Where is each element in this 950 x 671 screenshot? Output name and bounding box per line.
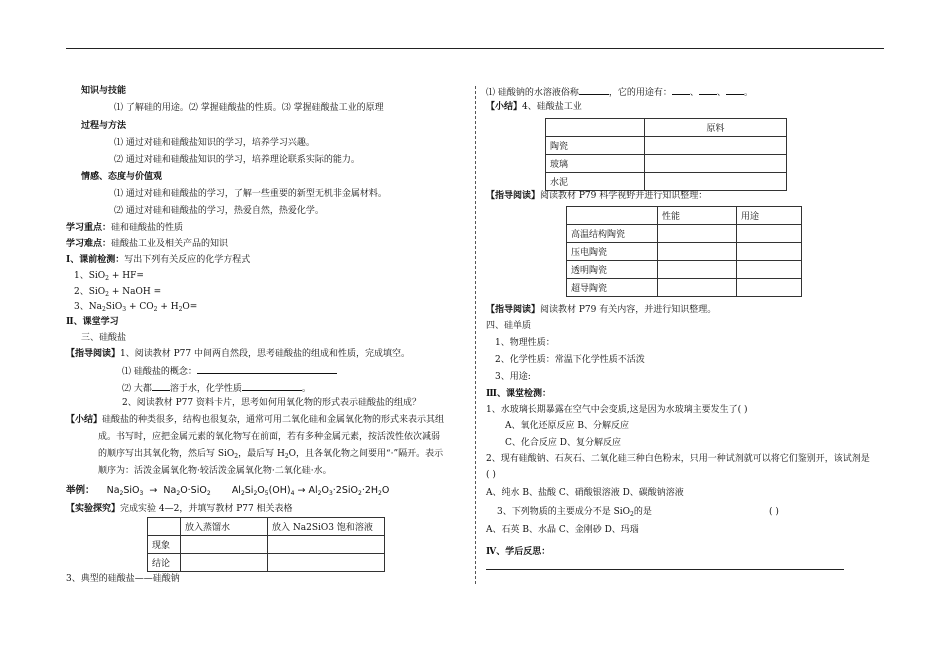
question-part: 的是 (633, 507, 652, 517)
silicon-heading: 四、硅单质 (486, 321, 532, 331)
silicon-uses: 3、用途: (495, 372, 531, 382)
silicon-chemical: 2、化学性质：常温下化学性质不活泼 (495, 355, 645, 365)
table-row (567, 207, 802, 225)
reflection-line[interactable] (486, 569, 844, 570)
table-row (546, 119, 787, 137)
example-label: 举例： (66, 485, 95, 496)
experiment-table (147, 517, 385, 572)
formula: ·2SiO (332, 485, 358, 496)
table-row-label: 超导陶瓷 (567, 279, 658, 297)
summary-part: ，最后写 H (238, 449, 285, 459)
summary-part: 的顺序写出其氧化物，然后写 SiO (98, 449, 235, 459)
table-row (567, 225, 802, 243)
table-row-label: 现象 (148, 536, 181, 554)
subscript: 2 (178, 306, 183, 313)
knowledge-heading: 知识与技能 (81, 86, 127, 96)
typical-silicate: 3、典型的硅酸盐——硅酸钠 (66, 574, 180, 584)
question-2-paren: ( ) (486, 470, 496, 480)
mostly-part: 溶于水，化学性质 (169, 384, 242, 394)
equation-3 (74, 301, 197, 314)
experiment-text: 完成实验 4—2，并填写教材 P77 相关表格 (120, 504, 293, 514)
arrow-icon: → (297, 485, 306, 496)
formula: O·SiO (180, 485, 207, 496)
table-row (567, 279, 802, 297)
guide-text: 阅读教材 P79 有关内容，并进行知识整理。 (540, 305, 717, 315)
example-line (66, 485, 389, 498)
property-blank[interactable] (242, 381, 302, 391)
section2-sub: 三、硅酸盐 (81, 333, 127, 343)
table-header: 性能 (658, 207, 737, 225)
table-row (148, 554, 385, 572)
table-cell[interactable] (645, 173, 787, 191)
subscript: 2 (284, 453, 289, 460)
subscript: 3 (122, 306, 127, 313)
table-cell[interactable] (658, 261, 737, 279)
eq3-part: + CO (128, 302, 154, 312)
mostly-line (122, 381, 311, 395)
eq3-part: O= (182, 302, 198, 312)
table-row-label: 透明陶瓷 (567, 261, 658, 279)
table-cell[interactable] (268, 554, 385, 572)
table-row (546, 173, 787, 191)
section2-heading: Ⅱ、课堂学习 (66, 317, 119, 327)
summary-industry (486, 101, 582, 113)
table-row-label: 玻璃 (546, 155, 645, 173)
eq3-part: SiO (105, 302, 123, 312)
table-cell (546, 119, 645, 137)
difficulty (66, 238, 228, 250)
summary-label: 【小结】 (486, 102, 523, 112)
subscript: 2 (105, 275, 109, 282)
mostly-part: ⑵ 大都 (122, 384, 152, 394)
eq2-part: 2、SiO (74, 287, 106, 297)
process-line-2: ⑵ 通过对硅和硅酸盐知识的学习，培养理论联系实际的能力。 (114, 155, 360, 165)
table-row-label: 结论 (148, 554, 181, 572)
table-row (567, 243, 802, 261)
formula: (OH) (268, 485, 291, 496)
pretest-label: Ⅰ、课前检测： (66, 255, 125, 265)
subscript: 2 (378, 490, 382, 497)
emotion-heading: 情感、态度与价值观 (81, 172, 163, 182)
eq2-part: + NaOH = (111, 287, 162, 297)
subscript: 3 (139, 490, 144, 497)
guide-reading-1 (66, 348, 410, 360)
common-name-blank[interactable] (579, 85, 609, 95)
table-cell[interactable] (645, 137, 787, 155)
eq3-part: + H (160, 302, 179, 312)
table-cell[interactable] (658, 279, 737, 297)
difficulty-text: 硅酸盐工业及相关产品的知识 (111, 239, 229, 249)
eq1-part: + HF= (111, 271, 144, 281)
subscript: 2 (105, 291, 109, 298)
formula: Al (308, 485, 318, 496)
guide-text: 1、阅读教材 P77 中间两自然段，思考硅酸盐的组成和性质，完成填空。 (120, 349, 410, 359)
table-row (148, 518, 385, 536)
section3-heading: Ⅲ、课堂检测： (486, 389, 551, 399)
table-cell[interactable] (658, 243, 737, 261)
table-cell (567, 207, 658, 225)
eq3-part: 3、Na (74, 302, 102, 312)
guide-label: 【指导阅读】 (66, 349, 121, 359)
formula: Al (231, 485, 241, 496)
solubility-blank[interactable] (152, 381, 170, 391)
subscript: 3 (328, 490, 333, 497)
table-cell (148, 518, 181, 536)
table-cell[interactable] (737, 261, 802, 279)
read-2: 2、阅读教材 P77 资料卡片，思考如何用氧化物的形式表示硅酸盐的组成？ (122, 398, 421, 408)
table-row-label: 水泥 (546, 173, 645, 191)
subscript: 2 (317, 490, 322, 497)
eq1-part: 1、SiO (74, 271, 106, 281)
summary-part: O，且各氧化物之间要用“·”隔开。表示 (288, 449, 444, 459)
table-cell[interactable] (737, 225, 802, 243)
question-part: 3、下列物质的主要成分不是 SiO (497, 507, 631, 517)
question-3-paren: ( ) (769, 507, 779, 517)
formula: Na (163, 485, 177, 496)
silicon-physical: 1、物理性质： (495, 338, 555, 348)
use-blank-2[interactable] (699, 85, 717, 95)
column-divider (475, 86, 476, 584)
question-3 (497, 506, 652, 519)
summary-3 (98, 448, 443, 461)
formula: O (321, 485, 329, 496)
formula: O (257, 485, 265, 496)
subscript: 2 (119, 490, 124, 497)
concept-blank[interactable] (197, 364, 337, 374)
question-1-options-cd: C、化合反应 D、复分解反应 (505, 438, 621, 448)
header-rule (66, 48, 884, 49)
summary-label: 【小结】 (66, 415, 103, 425)
summary-2: 成。书写时，应把金属元素的氧化物写在前面，若有多种金属元素，按活泼性依次减弱 (98, 432, 441, 442)
knowledge-line: ⑴ 了解硅的用途。⑵ 掌握硅酸盐的性质。⑶ 掌握硅酸盐工业的原理 (114, 103, 384, 113)
use-blank-3[interactable] (726, 85, 744, 95)
process-heading: 过程与方法 (81, 121, 127, 131)
subscript: 5 (264, 490, 269, 497)
subscript: 2 (153, 306, 158, 313)
question-3-options: A、石英 B、水晶 C、金刚砂 D、玛瑙 (486, 525, 639, 535)
mostly-part: 。 (301, 384, 311, 394)
subscript: 2 (358, 490, 362, 497)
table-cell[interactable] (181, 554, 268, 572)
equation-2 (74, 286, 161, 299)
table-header: 放入 Na2SiO3 饱和溶液 (268, 518, 385, 536)
ceramic-table (566, 206, 802, 297)
sodium-silicate-line (486, 85, 753, 99)
key-points (66, 222, 183, 234)
formula: Si (244, 485, 254, 496)
separator: 、 (716, 88, 726, 98)
guide-reading-3 (486, 304, 716, 316)
guide-label: 【指导阅读】 (486, 191, 541, 201)
arrow-icon: → (149, 485, 158, 496)
separator: 、 (689, 88, 699, 98)
subscript: 2 (630, 511, 634, 518)
experiment-line (66, 503, 293, 515)
experiment-label: 【实验探究】 (66, 504, 121, 514)
subscript: 2 (253, 490, 258, 497)
table-row (546, 137, 787, 155)
table-row-label: 高温结构陶瓷 (567, 225, 658, 243)
formula: O (381, 485, 390, 496)
table-header: 放入蒸馏水 (181, 518, 268, 536)
question-1: 1、水玻璃长期暴露在空气中会变质,这是因为水玻璃主要发生了( ) (486, 405, 748, 415)
line-part: ⑴ 硅酸钠的水溶液俗称 (486, 88, 579, 98)
emotion-line-2: ⑵ 通过对硅和硅酸盐的学习，热爱自然，热爱化学。 (114, 206, 324, 216)
subscript: 4 (290, 490, 295, 497)
table-cell[interactable] (181, 536, 268, 554)
formula: Na (106, 485, 120, 496)
concept-label: ⑴ 硅酸盐的概念： (122, 367, 197, 377)
equation-1 (74, 270, 144, 283)
line-part: ，它的用途有： (608, 88, 672, 98)
table-row (546, 155, 787, 173)
guide-reading-2 (486, 190, 707, 202)
emotion-line-1: ⑴ 通过对硅和硅酸盐的学习，了解一些重要的新型无机非金属材料。 (114, 189, 387, 199)
difficulty-label: 学习难点： (66, 239, 112, 249)
industry-table (545, 118, 787, 191)
formula: SiO (123, 485, 140, 496)
table-row-label: 陶瓷 (546, 137, 645, 155)
line-part: 。 (743, 88, 753, 98)
table-cell[interactable] (658, 225, 737, 243)
question-1-options-ab: A、氧化还原反应 B、分解反应 (505, 421, 629, 431)
subscript: 2 (234, 453, 239, 460)
table-cell[interactable] (645, 155, 787, 173)
table-row (567, 261, 802, 279)
table-row (148, 536, 385, 554)
table-cell[interactable] (737, 243, 802, 261)
question-2: 2、现有硅酸钠、石灰石、二氧化硅三种白色粉末，只用一种试剂就可以将它们鉴别开，该试剂是 (486, 454, 870, 464)
table-cell[interactable] (737, 279, 802, 297)
table-row-label: 压电陶瓷 (567, 243, 658, 261)
concept-line (122, 364, 337, 378)
summary-text: 4、硅酸盐工业 (522, 102, 582, 112)
key-text: 硅和硅酸盐的性质 (111, 223, 184, 233)
summary-text: 硅酸盐的种类很多，结构也很复杂，通常可用二氧化硅和金属氧化物的形式来表示其组 (102, 415, 445, 425)
guide-label: 【指导阅读】 (486, 305, 541, 315)
key-label: 学习重点： (66, 223, 112, 233)
subscript: 2 (240, 490, 245, 497)
table-header: 用途 (737, 207, 802, 225)
use-blank-1[interactable] (672, 85, 690, 95)
question-2-options: A、纯水 B、盐酸 C、硝酸银溶液 D、碳酸钠溶液 (486, 488, 684, 498)
subscript: 2 (176, 490, 181, 497)
process-line-1: ⑴ 通过对硅和硅酸盐知识的学习，培养学习兴趣。 (114, 138, 315, 148)
summary-4: 顺序为：活泼金属氧化物·较活泼金属氧化物·二氧化硅·水。 (98, 466, 332, 476)
summary-1 (66, 414, 444, 426)
subscript: 2 (101, 306, 106, 313)
section4-heading: Ⅳ、学后反思： (486, 547, 551, 557)
subscript: 2 (206, 490, 211, 497)
pretest-text: 写出下列有关反应的化学方程式 (124, 255, 251, 265)
table-header: 原料 (645, 119, 787, 137)
formula: ·2H (361, 485, 379, 496)
table-cell[interactable] (268, 536, 385, 554)
guide-text: 阅读教材 P79 科学视野并进行知识整理： (540, 191, 708, 201)
pretest (66, 254, 250, 266)
